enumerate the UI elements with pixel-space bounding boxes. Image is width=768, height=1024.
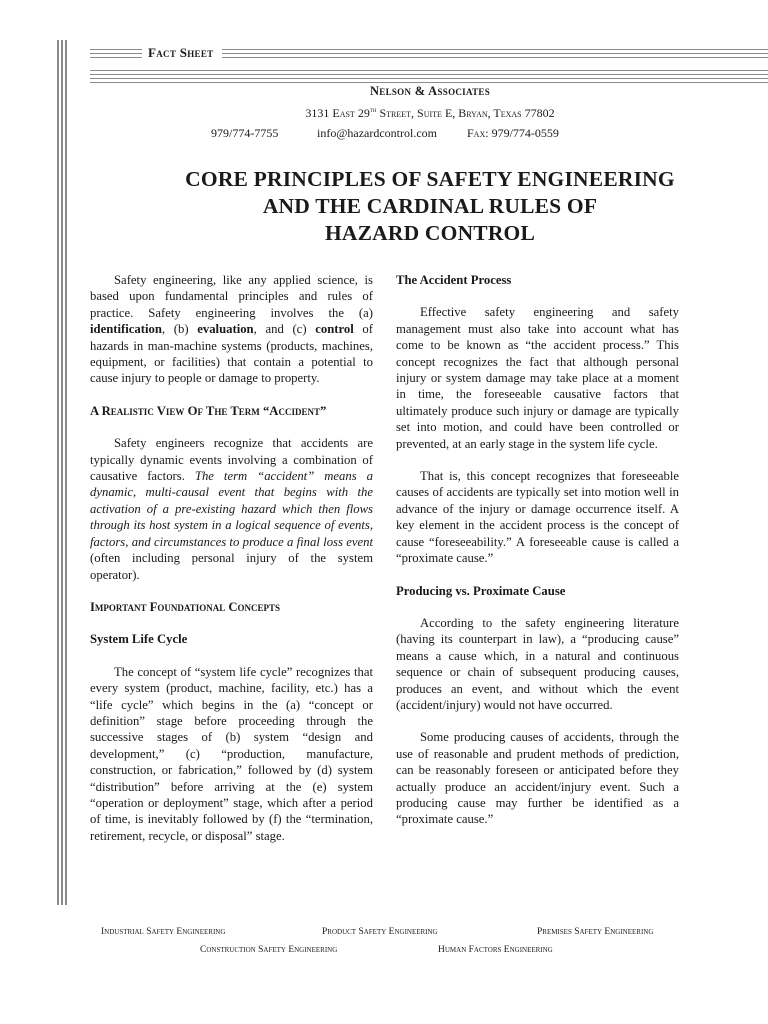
firm-name: Nelson & Associates (369, 84, 491, 98)
rule-lines (222, 49, 768, 61)
page-title: CORE PRINCIPLES OF SAFETY ENGINEERING AND THE CARDINAL RULES OF HAZARD CONTROL (185, 167, 675, 245)
footer-premises: Premises Safety Engineering (537, 927, 654, 937)
right-column (396, 272, 679, 844)
life-cycle-paragraph: The concept of “system life cycle” recognizes that every system (product, machine, facility, etc.) has a “life cycle” which begins in the (a) “concept or definition” stage before proceeding through the successive stages of (b) system “design and development,” (c) “production, manufacture, construction, or fabrication,” followed by (d) system “distribution” before arriving at the (e) system “operation or deployment” stage, which after a period of time, is inevitably followed by (f) the “termination, retirement, recycle, or disposal” stage. (90, 664, 373, 843)
section-heading-life-cycle: System Life Cycle (90, 632, 188, 647)
fax-number: Fax: 979/774-0559 (467, 126, 559, 140)
email-address: info@hazardcontrol.com (317, 126, 438, 140)
accident-paragraph: Safety engineers recognize that accidents are typically dynamic events involving a combination of causative factors. The term “accident” means a dynamic, multi-causal event that begins with the activation of a pre-existing hazard which then flows through its host system in a logical sequence of events, factors, and circumstances to produce a final loss event (often including personal injury of the system operator). (90, 436, 373, 582)
intro-paragraph: Safety engineering, like any applied science, is based upon fundamental principles and rules of practice. Safety engineering involves the (a) identification, (b) evaluation, and (c) control of hazards in man-machine systems (products, machines, equipment, or facilities) that contain a potential to cause injury to people or damage to property. (90, 273, 373, 386)
fact-sheet-label: Fact Sheet (148, 45, 214, 60)
border-line (57, 40, 59, 905)
footer-construction: Construction Safety Engineering (200, 945, 338, 955)
process-paragraph-2: That is, this concept recognizes that foreseeable causes of accidents are typically set into motion well in advance of the injury or damage occurrence itself. A key element in the accident process is the concept of cause “foreseeability.” A foreseeable cause is called a “proximate cause.” (396, 469, 679, 566)
cause-paragraph-2: Some producing causes of accidents, through the use of reasonable and prudent methods of prediction, can be reasonably foreseen or anticipated before they actually produce an accident/injury event. Such a producing cause may further be identified as a “proximate cause.” (396, 730, 679, 827)
cause-paragraph-1: According to the safety engineering literature (having its counterpart in law), a “producing cause” means a cause which, in a natural and continuous sequence or chain of subsequent producing causes, produces an event, and without which the event (accident/injury) would not have occurred. (396, 615, 679, 712)
firm-address: 3131 East 29th Street, Suite E, Bryan, Texas 77802 (305, 106, 555, 120)
section-heading-concepts: Important Foundational Concepts (90, 599, 281, 614)
section-heading-accident-process: The Accident Process (396, 273, 512, 287)
phone-number: 979/774-7755 (211, 126, 279, 140)
border-line (65, 40, 67, 905)
footer-product: Product Safety Engineering (322, 927, 438, 937)
process-paragraph-1: Effective safety engineering and safety management must also take into account what has come to be known as “the accident process.” This concept recognizes the fact that although personal injury or system damage may take place at a moment in time, the foreseeable causative factors that ultimately produce such injury or damage are typically set into motion, and could have been controlled or prevented, at an early stage in the system life cycle. (396, 305, 679, 451)
section-heading-accident: A Realistic View Of The Term “Accident” (90, 403, 327, 418)
border-line (61, 40, 63, 905)
left-column (90, 272, 373, 860)
rule-lines (90, 49, 142, 61)
footer-industrial: Industrial Safety Engineering (101, 927, 226, 937)
fact-sheet-band (90, 44, 768, 66)
section-heading-producing-cause: Producing vs. Proximate Cause (396, 583, 566, 598)
footer-human-factors: Human Factors Engineering (438, 945, 553, 955)
